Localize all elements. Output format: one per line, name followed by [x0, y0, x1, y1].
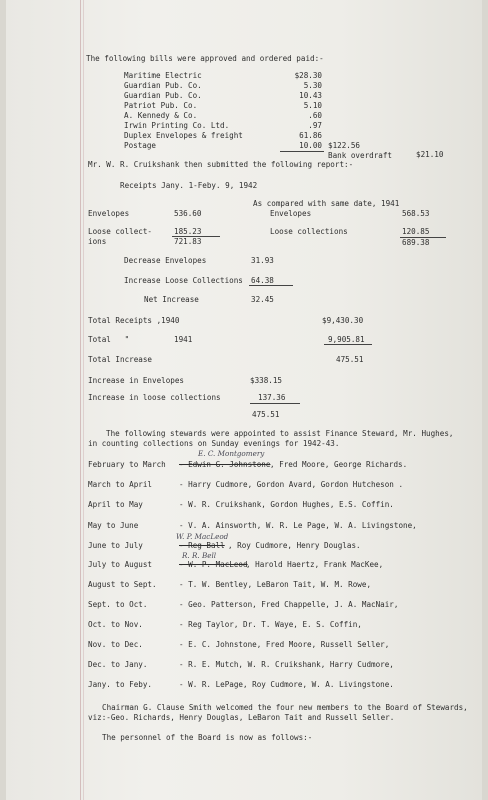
loose-value-1942: 185.23 — [174, 227, 202, 236]
board-personnel-line: The personnel of the Board is now as follows:- — [102, 733, 313, 742]
margin-rule-inner — [83, 0, 84, 800]
steward-names: - Harry Cudmore, Gordon Avard, Gordon Hutcheson . — [179, 480, 404, 489]
envelopes-label-1942: Envelopes — [88, 209, 130, 218]
decrease-envelopes-label: Decrease Envelopes — [124, 256, 207, 265]
total-1941-underline — [324, 344, 372, 345]
steward-names-struck: - Edwin G. Johnstone — [179, 460, 271, 469]
bills-intro: The following bills were approved and ordered paid:- — [86, 54, 324, 63]
steward-names: - Reg Taylor, Dr. T. Waye, E. S. Coffin, — [179, 620, 362, 629]
total-increase-label: Total Increase — [88, 355, 153, 364]
bill-amount: .97 — [308, 121, 322, 130]
steward-period: June to July — [88, 541, 143, 550]
steward-period: August to Sept. — [88, 580, 157, 589]
loose-label-1942-cont: ions — [88, 237, 107, 246]
total-receipts-1940-label: Total Receipts ,1940 — [88, 316, 180, 325]
bill-amount: .60 — [308, 111, 322, 120]
bill-name: Irwin Printing Co. Ltd. — [124, 121, 230, 130]
handwritten-correction: E. C. Montgomery — [198, 449, 265, 458]
bill-name: Patriot Pub. Co. — [124, 101, 198, 110]
steward-period: April to May — [88, 500, 143, 509]
decrease-envelopes-value: 31.93 — [251, 256, 274, 265]
bills-total: $122.56 — [328, 141, 361, 150]
steward-names: - Geo. Patterson, Fred Chappelle, J. A. MacNair, — [179, 600, 399, 609]
steward-period: March to April — [88, 480, 153, 489]
steward-period: Nov. to Dec. — [88, 640, 143, 649]
steward-names: - T. W. Bentley, LeBaron Tait, W. M. Rowe, — [179, 580, 372, 589]
increase-envelopes-label: Increase in Envelopes — [88, 376, 185, 385]
bills-underline — [280, 151, 324, 152]
margin-rule — [80, 0, 81, 800]
bill-name: Duplex Envelopes & freight — [124, 131, 243, 140]
steward-names-struck: - W. P. MacLeod — [179, 560, 248, 569]
net-increase-value: 32.45 — [251, 295, 274, 304]
loose-label-1942: Loose collect- — [88, 227, 153, 236]
steward-names: , Harold Haertz, Frank MacKee, — [246, 560, 384, 569]
steward-names: - W. R. LePage, Roy Cudmore, W. A. Livingstone. — [179, 680, 394, 689]
steward-period: Jany. to Feby. — [88, 680, 153, 689]
increase-loose-underline — [249, 285, 293, 286]
stewards-intro-cont: in counting collections on Sunday evenings for 1942-43. — [88, 439, 340, 448]
steward-names: - E. C. Johnstone, Fred Moore, Russell Seller, — [179, 640, 390, 649]
bill-name: Maritime Electric — [124, 71, 202, 80]
compared-title: As compared with same date, 1941 — [253, 199, 400, 208]
steward-names: - W. R. Cruikshank, Gordon Hughes, E.S. Coffin. — [179, 500, 394, 509]
total-value-1942: 721.83 — [174, 237, 202, 246]
stewards-intro: The following stewards were appointed to assist Finance Steward, Mr. Hughes, — [106, 429, 454, 438]
steward-names: , Roy Cudmore, Henry Douglas. — [228, 541, 361, 550]
increase-loose-label: Increase Loose Collections — [124, 276, 243, 285]
closing-line-cont: viz:-Geo. Richards, Henry Douglas, LeBaron Tait and Russell Seller. — [88, 713, 395, 722]
loose-label-1941: Loose collections — [270, 227, 348, 236]
envelopes-label-1941: Envelopes — [270, 209, 312, 218]
total-receipts-1941-year: 1941 — [174, 335, 193, 344]
steward-names: , Fred Moore, George Richards. — [270, 460, 408, 469]
total-receipts-1940-value: $9,430.30 — [322, 316, 364, 325]
increase-loose-collections-underline — [250, 403, 300, 404]
steward-period: May to June — [88, 521, 139, 530]
bill-amount: $28.30 — [294, 71, 322, 80]
envelopes-value-1941: 568.53 — [402, 209, 430, 218]
document-page — [6, 0, 482, 800]
bill-name: Guardian Pub. Co. — [124, 81, 202, 90]
increase-sum-value: 475.51 — [252, 410, 280, 419]
total-value-1941: 689.38 — [402, 238, 430, 247]
bill-name: Postage — [124, 141, 157, 150]
handwritten-correction: W. P. MacLeod — [176, 532, 229, 541]
steward-names: - R. E. Mutch, W. R. Cruikshank, Harry Cudmore, — [179, 660, 394, 669]
bill-name: Guardian Pub. Co. — [124, 91, 202, 100]
net-increase-label: Net Increase — [144, 295, 199, 304]
total-receipts-1941-value: 9,905.81 — [328, 335, 365, 344]
steward-period: February to March — [88, 460, 166, 469]
total-receipts-1941-label: Total " — [88, 335, 130, 344]
bill-amount: 5.30 — [303, 81, 322, 90]
loose-value-1941: 120.85 — [402, 227, 430, 236]
bank-overdraft-amount: $21.10 — [416, 150, 444, 159]
total-increase-value: 475.51 — [336, 355, 364, 364]
increase-loose-collections-value: 137.36 — [258, 393, 286, 402]
bill-amount: 10.43 — [299, 91, 322, 100]
closing-line: Chairman G. Clause Smith welcomed the four new members to the Board of Stewards, — [102, 703, 468, 712]
bill-amount: 61.86 — [299, 131, 322, 140]
bill-name: A. Kennedy & Co. — [124, 111, 198, 120]
bank-overdraft-label: Bank overdraft — [328, 151, 393, 160]
report-intro: Mr. W. R. Cruikshank then submitted the following report:- — [88, 160, 354, 169]
steward-period: Sept. to Oct. — [88, 600, 148, 609]
envelopes-value-1942: 536.60 — [174, 209, 202, 218]
increase-loose-collections-label: Increase in loose collections — [88, 393, 221, 402]
steward-names: - V. A. Ainsworth, W. R. Le Page, W. A. Livingstone, — [179, 521, 417, 530]
bill-amount: 5.10 — [303, 101, 322, 110]
steward-period: July to August — [88, 560, 153, 569]
bill-amount: 10.00 — [299, 141, 322, 150]
receipts-title: Receipts Jany. 1-Feby. 9, 1942 — [120, 181, 258, 190]
steward-period: Oct. to Nov. — [88, 620, 143, 629]
increase-envelopes-value: $338.15 — [250, 376, 283, 385]
steward-names-struck: - Reg Ball — [179, 541, 225, 550]
increase-loose-value: 64.38 — [251, 276, 274, 285]
handwritten-correction: R. R. Bell — [182, 551, 217, 560]
steward-period: Dec. to Jany. — [88, 660, 148, 669]
